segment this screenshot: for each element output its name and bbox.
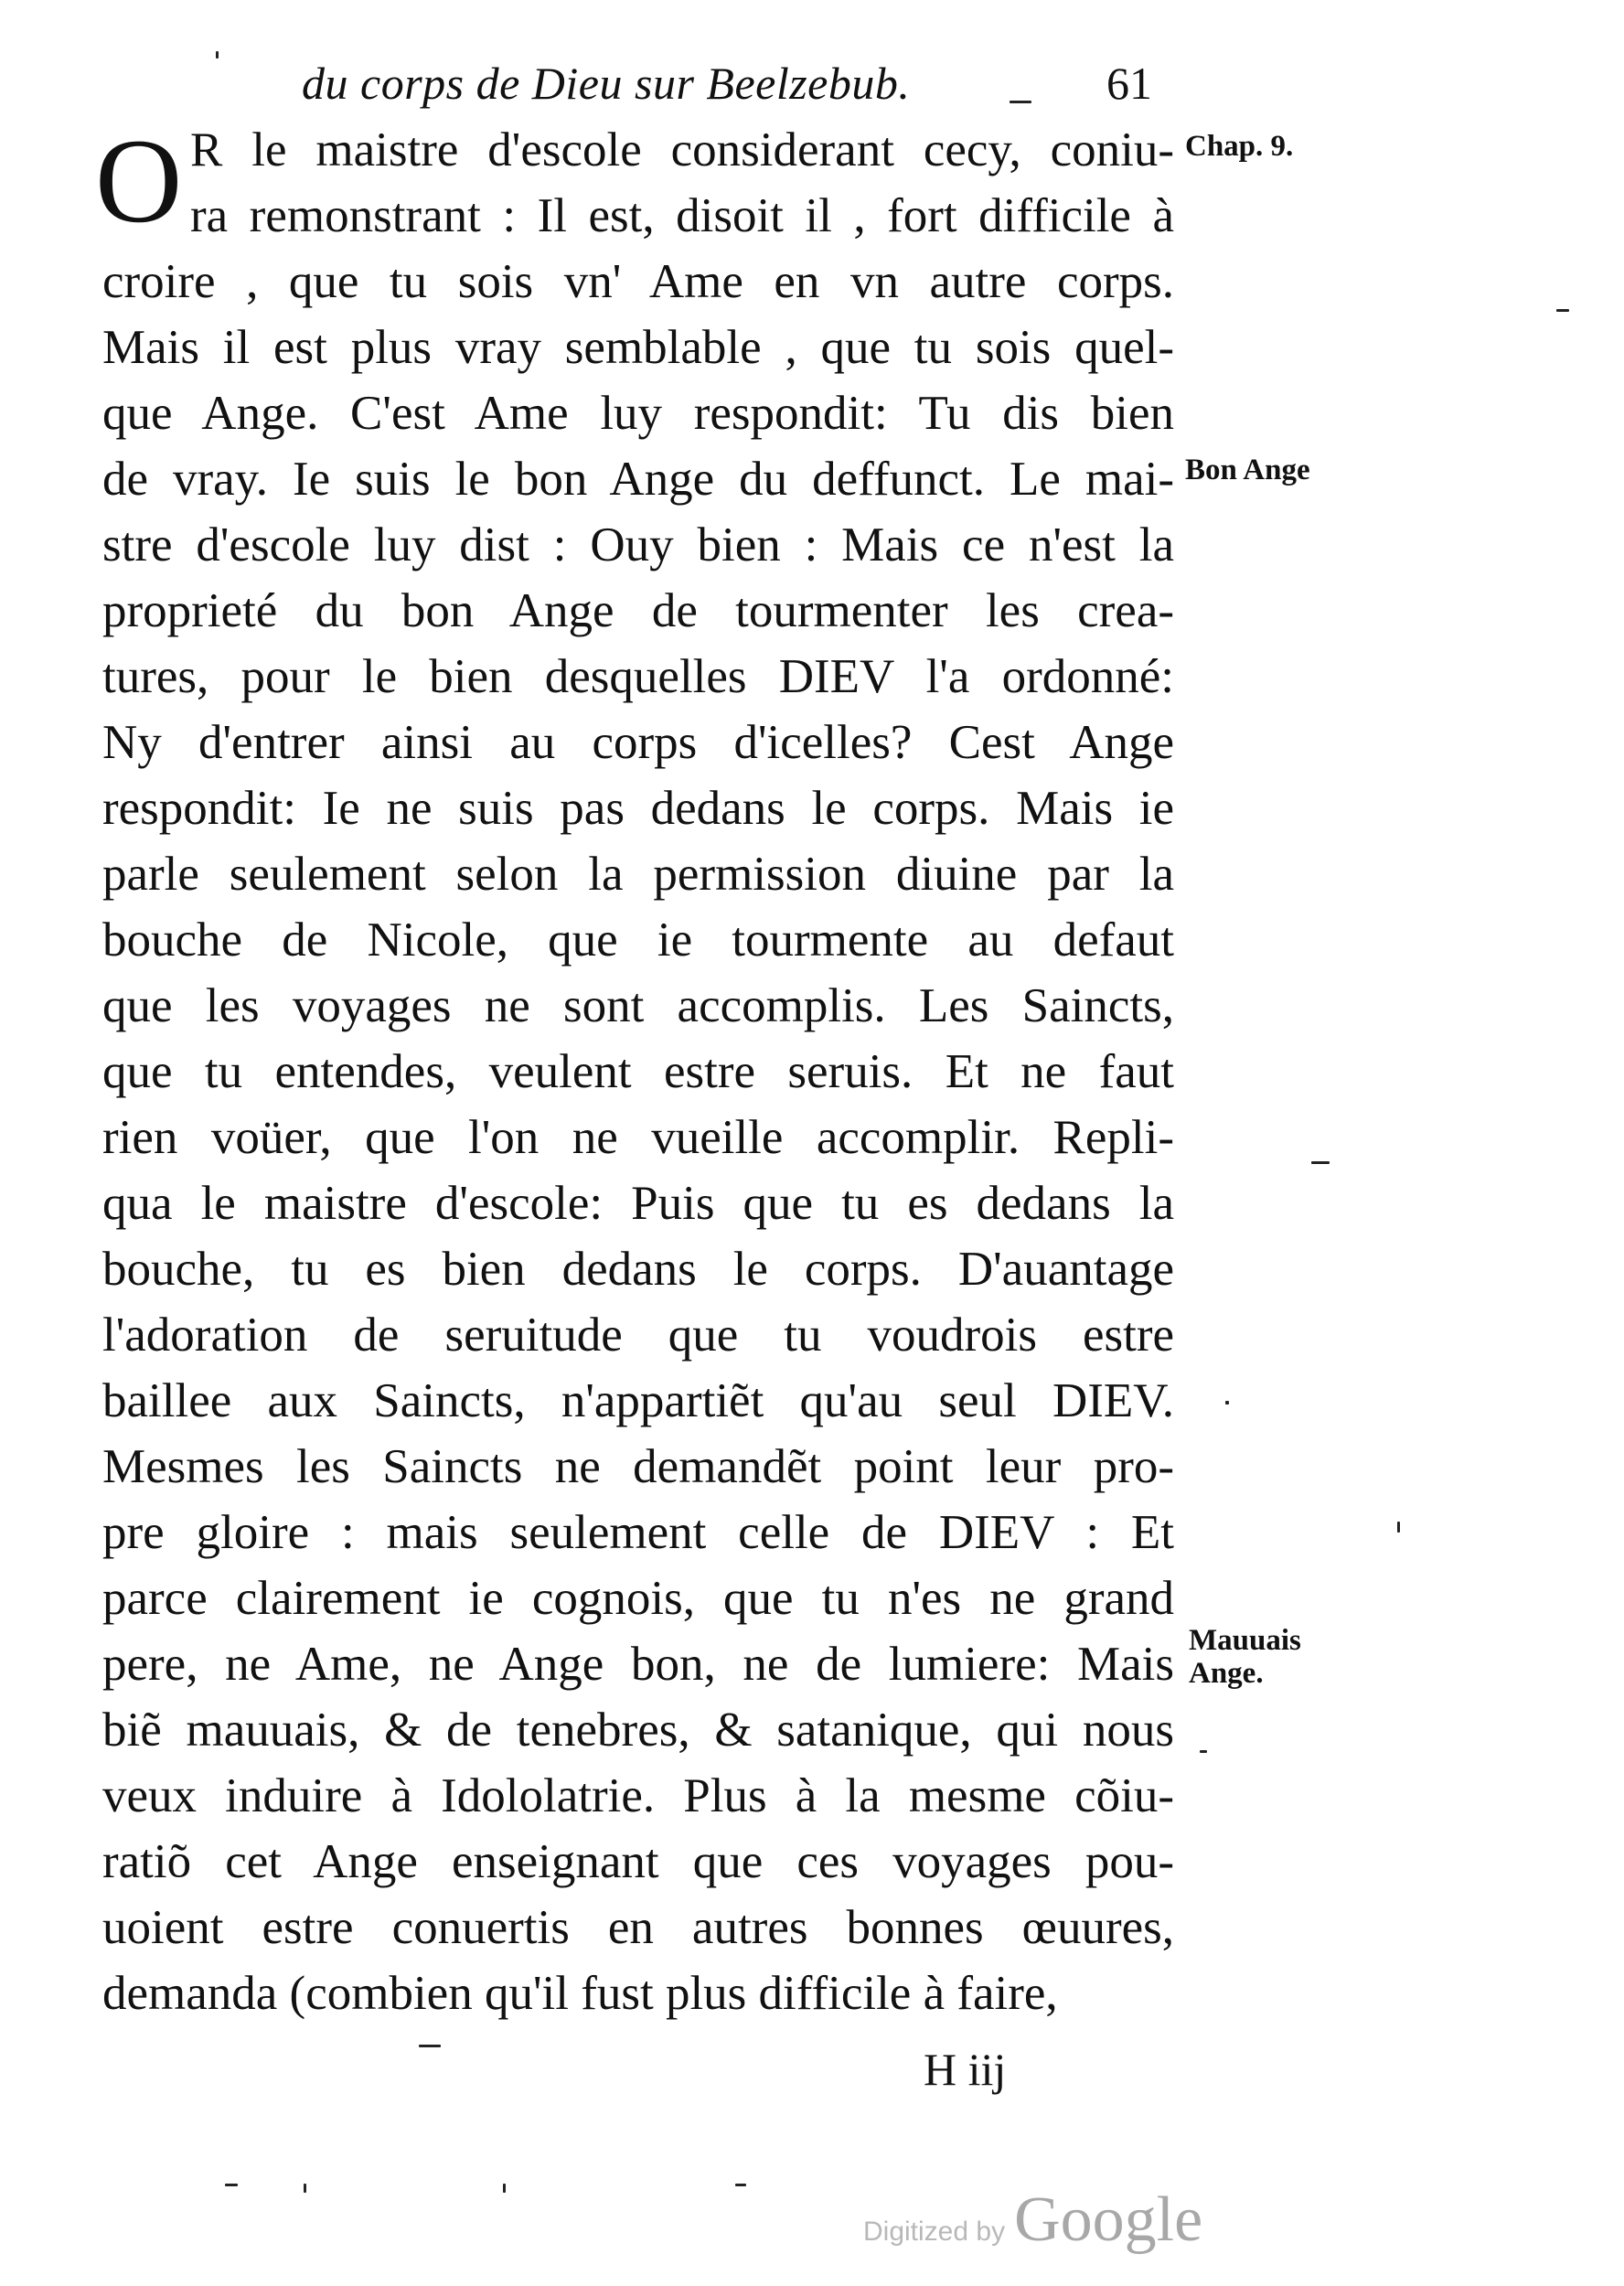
text-line: uoient estre conuertis en autres bonnes œuures, <box>102 1901 1174 1954</box>
text-line: que tu entendes, veulent estre seruis. Et ne faut <box>102 1045 1174 1098</box>
scan-speck <box>1556 309 1569 312</box>
text-line: Mais il est plus vray semblable , que tu sois quel- <box>102 321 1174 374</box>
scan-speck <box>225 2184 238 2186</box>
text-line: biẽ mauuais, & de tenebres, & satanique, qui nous <box>102 1704 1174 1757</box>
scan-speck <box>503 2184 506 2193</box>
text-line: que Ange. C'est Ame luy respondit: Tu dis bien <box>102 387 1174 440</box>
scan-speck <box>1225 1401 1229 1405</box>
page-number: 61 <box>1106 58 1152 109</box>
text-line: baillee aux Saincts, n'appartiẽt qu'au seul DIEV. <box>102 1374 1174 1427</box>
text-line: croire , que tu sois vn' Ame en vn autre corps. <box>102 255 1174 308</box>
text-line: ra remonstrant : Il est, disoit il , fort difficile à <box>190 189 1174 242</box>
text-line: R le maistre d'escole considerant cecy, coniu- <box>190 123 1174 176</box>
margin-note-mauuais-line2: Ange. <box>1189 1657 1264 1690</box>
text-line: rien voüer, que l'on ne vueille accomplir. Repli- <box>102 1111 1174 1164</box>
text-line: Ny d'entrer ainsi au corps d'icelles? Cest Ange <box>102 716 1174 769</box>
margin-note-mauuais-ange <box>1189 1624 1301 1690</box>
body-text <box>102 117 1174 2026</box>
scan-speck <box>1200 1750 1207 1753</box>
digitized-label: Digitized by <box>863 2217 1006 2247</box>
text-line: stre d'escole luy dist : Ouy bien : Mais ce n'est la <box>102 518 1174 572</box>
text-line: pre gloire : mais seulement celle de DIEV : Et <box>102 1506 1174 1559</box>
google-logo: Google <box>1014 2185 1203 2255</box>
text-line: respondit: Ie ne suis pas dedans le corps. Mais ie <box>102 782 1174 835</box>
text-line: l'adoration de seruitude que tu voudrois estre <box>102 1309 1174 1362</box>
scan-speck <box>1397 1522 1400 1533</box>
text-line: qua le maistre d'escole: Puis que tu es dedans la <box>102 1177 1174 1230</box>
drop-cap: O <box>95 113 183 248</box>
text-line: parce clairement ie cognois, que tu n'es ne grand <box>102 1572 1174 1625</box>
running-title: du corps de Dieu sur Beelzebub. <box>302 58 911 109</box>
margin-note-bon-ange: Bon Ange <box>1185 454 1310 486</box>
scan-speck <box>419 2045 441 2047</box>
margin-note-mauuais-line1: Mauuais <box>1189 1624 1301 1657</box>
margin-note-chapter: Chap. 9. <box>1185 130 1294 163</box>
scan-speck <box>1010 101 1031 103</box>
scan-speck <box>735 2184 746 2186</box>
scan-speck <box>216 51 219 59</box>
text-line: pere, ne Ame, ne Ange bon, ne de lumiere: Mais <box>102 1638 1174 1691</box>
text-line: de vray. Ie suis le bon Ange du deffunct. Le mai- <box>102 453 1174 506</box>
text-line: Mesmes les Saincts ne demandẽt point leur pro- <box>102 1440 1174 1493</box>
text-line: parle seulement selon la permission diuine par la <box>102 848 1174 901</box>
digitized-watermark <box>863 2184 1202 2257</box>
text-line: veux induire à Idololatrie. Plus à la mesme cõiu- <box>102 1769 1174 1822</box>
signature-mark: H iij <box>924 2044 1007 2095</box>
text-line: proprieté du bon Ange de tourmenter les crea- <box>102 584 1174 637</box>
text-line: bouche de Nicole, que ie tourmente au defaut <box>102 913 1174 967</box>
scan-speck <box>304 2184 306 2193</box>
text-line: demanda (combien qu'il fust plus difficile à faire, <box>102 1967 1058 2020</box>
text-line: que les voyages ne sont accomplis. Les Saincts, <box>102 979 1174 1032</box>
scan-speck <box>1311 1161 1330 1164</box>
text-line: ratiõ cet Ange enseignant que ces voyages pou- <box>102 1835 1174 1888</box>
text-line: bouche, tu es bien dedans le corps. D'auantage <box>102 1243 1174 1296</box>
text-line: tures, pour le bien desquelles DIEV l'a ordonné: <box>102 650 1174 703</box>
